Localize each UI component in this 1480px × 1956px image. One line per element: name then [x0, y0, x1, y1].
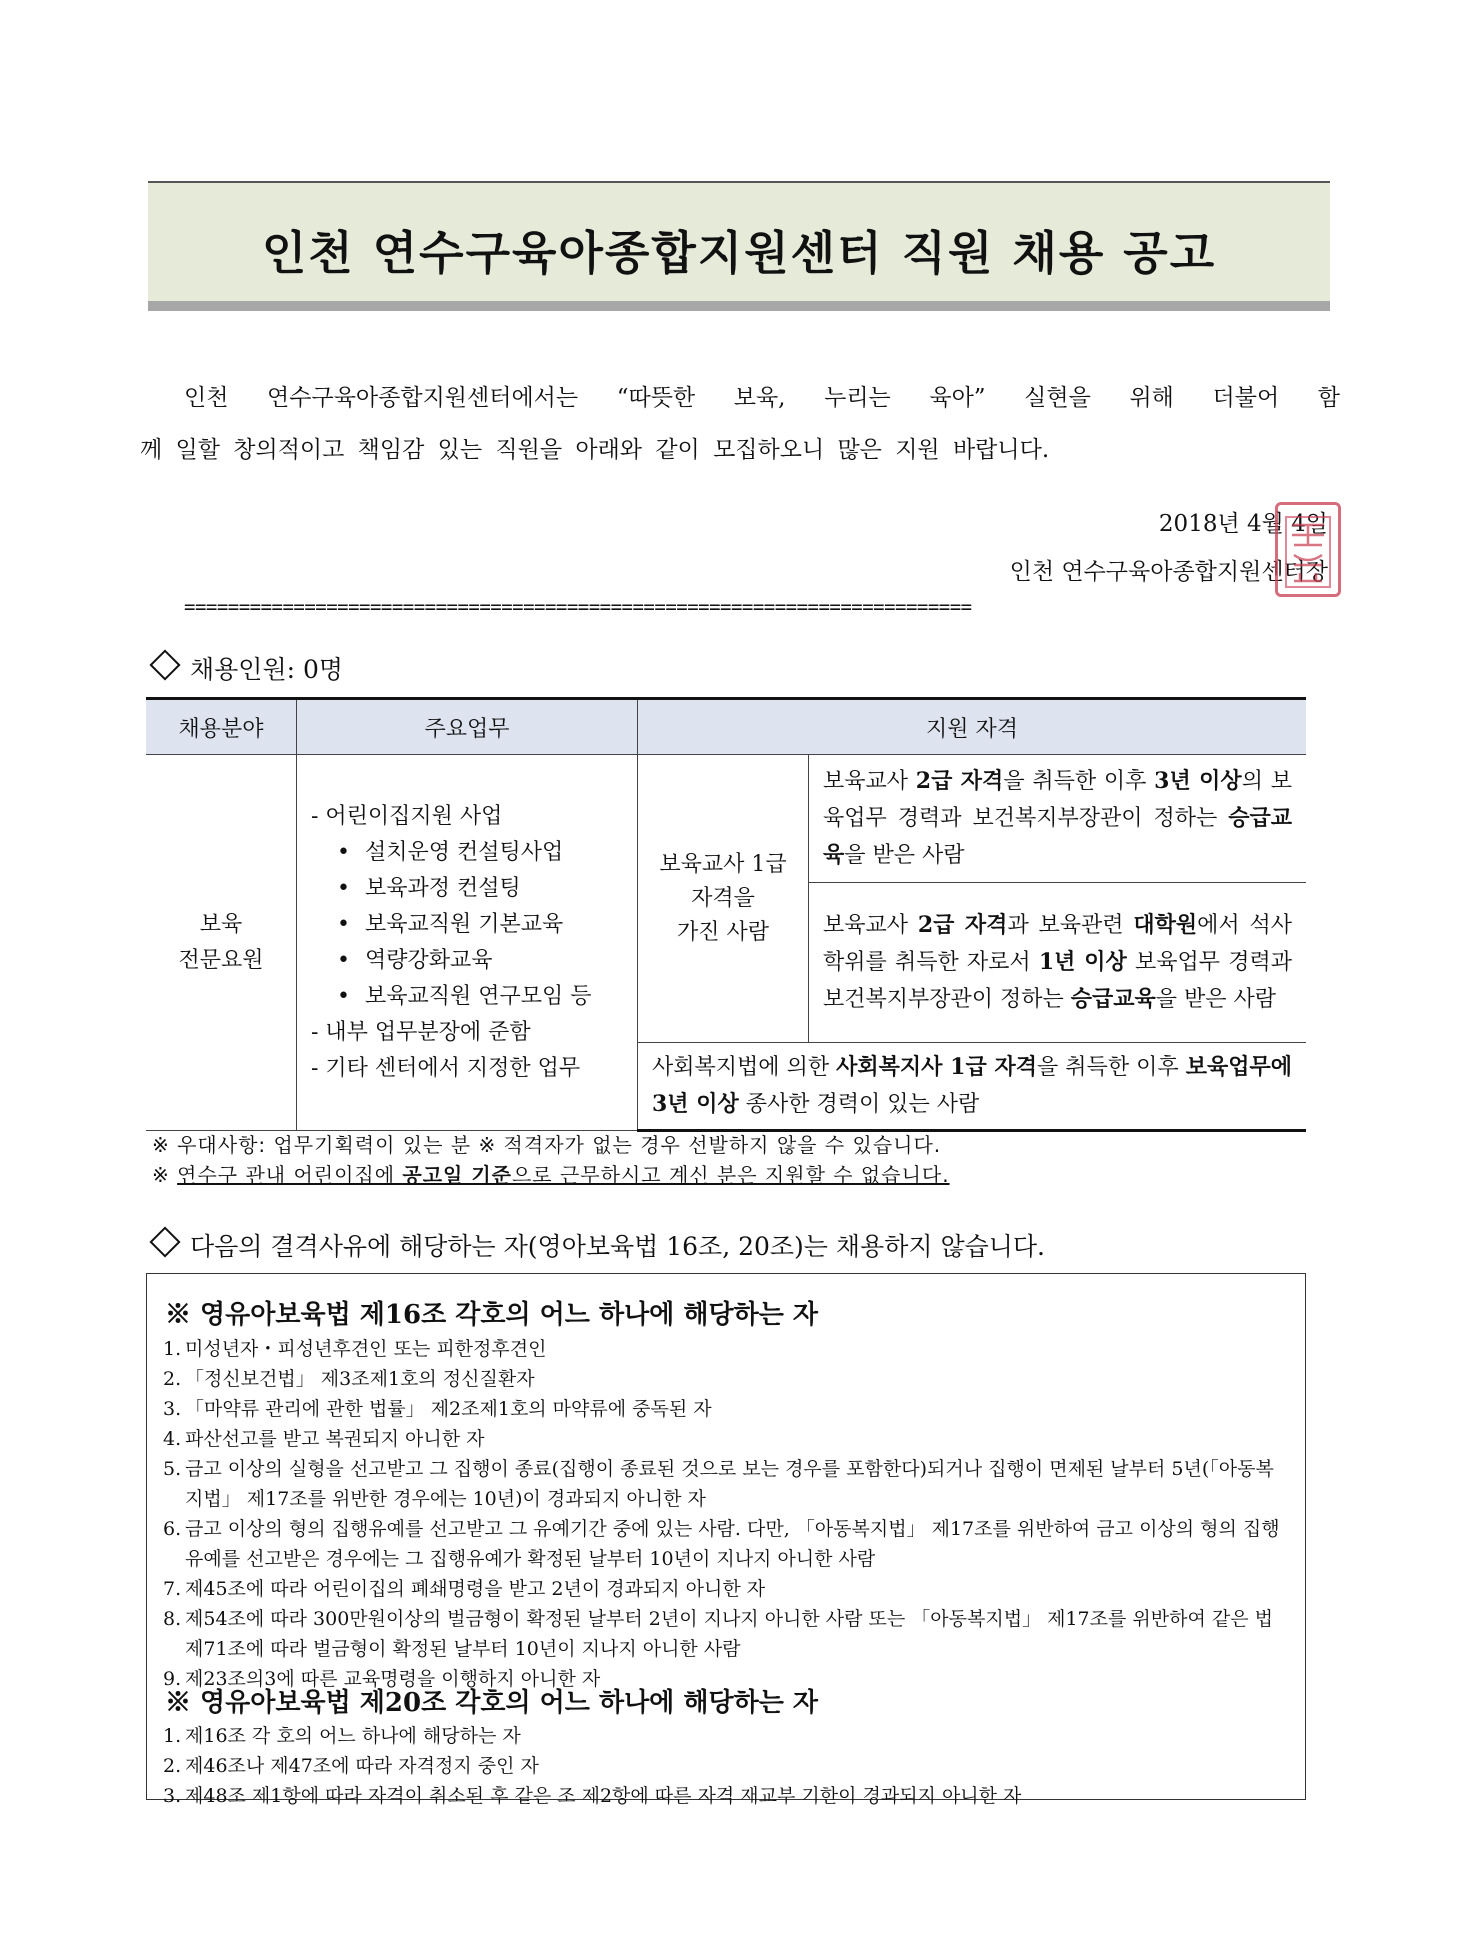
list-item [163, 1334, 1288, 1364]
list-item-text: 금고 이상의 형의 집행유예를 선고받고 그 유예기간 중에 있는 사람. 다만, 「아동복지법」 제17조를 위반하여 금고 이상의 형의 집행유예를 선고받은 경우에는 그 집행유예가 확정된 날부터 10년이 지나지 아니한 사람 [185, 1518, 1280, 1570]
duty-sub-item: • 설치운영 컨설팅사업 [311, 835, 627, 871]
list-item-text: 「정신보건법」 제3조제1호의 정신질환자 [185, 1368, 535, 1390]
list-item-number: 9. [163, 1668, 182, 1690]
duty-other: - 내부 업무분장에 준함 [311, 1019, 531, 1045]
qual-option-2: 보육교사 2급 자격과 보육관련 대학원에서 석사학위를 취득한 자로서 1년 이상 보육업무 경력과 보건복지부장관이 정하는 승급교육을 받은 사람 [809, 883, 1307, 1043]
list-item-text: 미성년자・피성년후견인 또는 피한정후견인 [185, 1338, 547, 1360]
seal-graphic [1280, 511, 1336, 593]
recruit-heading [146, 650, 343, 686]
list-item-number: 8. [163, 1608, 182, 1630]
duty-sub-item: • 보육과정 컨설팅 [311, 871, 627, 907]
list-item-text: 파산선고를 받고 복권되지 아니한 자 [185, 1428, 485, 1450]
list-item-text: 제46조나 제47조에 따라 자격정지 중인 자 [185, 1755, 539, 1777]
disqualification-heading [146, 1227, 1045, 1263]
list-item [163, 1781, 1288, 1811]
list-item-number: 5. [163, 1458, 182, 1480]
recruit-table [146, 697, 1306, 1132]
list-item [163, 1574, 1288, 1604]
list-item [163, 1394, 1288, 1424]
qual-group-line-1: 보육교사 1급 [659, 851, 787, 877]
list-item-text: 제16조 각 호의 어느 하나에 해당하는 자 [185, 1725, 521, 1747]
duty-sub-item: • 보육교직원 연구모임 등 [311, 979, 627, 1015]
duty-main: - 어린이집지원 사업 [311, 803, 503, 829]
intro-line-1: 인천 연수구육아종합지원센터에서는 “따뜻한 보육, 누리는 육아” 실현을 위해 더불어 함 [184, 385, 1340, 411]
duty-other: - 기타 센터에서 지정한 업무 [311, 1055, 581, 1081]
qual-group-line-2: 자격을 [691, 885, 755, 911]
list-item [163, 1364, 1288, 1394]
qual-option-3: 사회복지법에 의한 사회복지사 1급 자격을 취득한 이후 보육업무에 3년 이상 종사한 경력이 있는 사람 [638, 1043, 1307, 1131]
article16-title: ※ 영유아보육법 제16조 각호의 어느 하나에 해당하는 자 [165, 1300, 818, 1330]
table-header-row [146, 699, 1306, 755]
divider-line: ======================================================================== [184, 596, 972, 618]
article20-title: ※ 영유아보육법 제20조 각호의 어느 하나에 해당하는 자 [165, 1688, 818, 1718]
list-item [163, 1514, 1288, 1574]
article16-list [163, 1334, 1288, 1694]
duty-sub-item: • 역량강화교육 [311, 943, 627, 979]
list-item-text: 제54조에 따라 300만원이상의 벌금형이 확정된 날부터 2년이 지나지 아니한 사람 또는 「아동복지법」 제17조를 위반하여 같은 법 제71조에 따라 벌금형이 확정된 날부터 10년이 지나지 아니한 사람 [185, 1608, 1273, 1660]
issuer-name: 인천 연수구육아종합지원센터장 [1009, 559, 1328, 585]
diamond-bullet-icon [149, 1226, 180, 1257]
list-item-text: 금고 이상의 실형을 선고받고 그 집행이 종료(집행이 종료된 것으로 보는 경우를 포함한다)되거나 집행이 면제된 날부터 5년(「아동복지법」 제17조를 위반한 경우에는 10년)이 경과되지 아니한 자 [185, 1458, 1274, 1510]
list-item-number: 1. [163, 1338, 182, 1360]
list-item-number: 2. [163, 1755, 182, 1777]
notice-date: 2018년 4월 4일 [1158, 511, 1328, 537]
page-title: 인천 연수구육아종합지원센터 직원 채용 공고 [261, 226, 1217, 280]
list-item [163, 1604, 1288, 1664]
intro-paragraph [140, 372, 1340, 476]
duty-sub-item: • 보육교직원 기본교육 [311, 907, 627, 943]
qual-group-cell [638, 755, 809, 1043]
intro-line-2: 께 일할 창의적이고 책임감 있는 직원을 아래와 같이 모집하오니 많은 지원 바랍니다. [140, 437, 1050, 463]
note-preference: ※ 우대사항: 업무기획력이 있는 분 ※ 적격자가 없는 경우 선발하지 않을 수 있습니다. [152, 1133, 942, 1157]
list-item-number: 3. [163, 1785, 182, 1807]
list-item-text: 「마약류 관리에 관한 법률」 제2조제1호의 마약류에 중독된 자 [185, 1398, 712, 1420]
list-item-number: 7. [163, 1578, 182, 1600]
table-row [146, 755, 1306, 883]
official-seal [1275, 502, 1341, 597]
list-item [163, 1454, 1288, 1514]
col-header-qualification: 지원 자격 [638, 699, 1307, 755]
list-item-number: 6. [163, 1518, 182, 1540]
field-line-1: 보육 [199, 911, 243, 937]
disqualification-heading-text: 다음의 결격사유에 해당하는 자(영아보육법 16조, 20조)는 채용하지 않습니다. [190, 1232, 1046, 1261]
article20-list [163, 1721, 1288, 1811]
diamond-bullet-icon [149, 649, 180, 680]
list-item-number: 3. [163, 1398, 182, 1420]
field-line-2: 전문요원 [178, 947, 264, 973]
field-cell [146, 755, 297, 1131]
list-item-number: 4. [163, 1428, 182, 1450]
list-item-text: 제23조의3에 따른 교육명령을 이행하지 아니한 자 [185, 1668, 601, 1690]
list-item-number: 1. [163, 1725, 182, 1747]
list-item [163, 1721, 1288, 1751]
title-banner [148, 181, 1330, 311]
note-eligibility: ※ 연수구 관내 어린이집에 공고일 기준으로 근무하시고 계신 분은 지원할 수 없습니다. [152, 1163, 950, 1187]
qual-option-1: 보육교사 2급 자격을 취득한 이후 3년 이상의 보육업무 경력과 보건복지부장관이 정하는 승급교육을 받은 사람 [809, 755, 1307, 883]
list-item-text: 제45조에 따라 어린이집의 폐쇄명령을 받고 2년이 경과되지 아니한 자 [185, 1578, 766, 1600]
duties-cell [297, 755, 638, 1131]
list-item [163, 1424, 1288, 1454]
disqualification-box [146, 1273, 1306, 1807]
col-header-duties: 주요업무 [297, 699, 638, 755]
recruit-heading-text: 채용인원: 0명 [190, 655, 344, 684]
list-item-number: 2. [163, 1368, 182, 1390]
list-item-text: 제48조 제1항에 따라 자격이 취소된 후 같은 조 제2항에 따른 자격 재교부 기한이 경과되지 아니한 자 [185, 1785, 1022, 1807]
list-item [163, 1751, 1288, 1781]
qual-group-line-3: 가진 사람 [676, 919, 769, 945]
notes-block [152, 1130, 950, 1190]
col-header-field: 채용분야 [146, 699, 297, 755]
